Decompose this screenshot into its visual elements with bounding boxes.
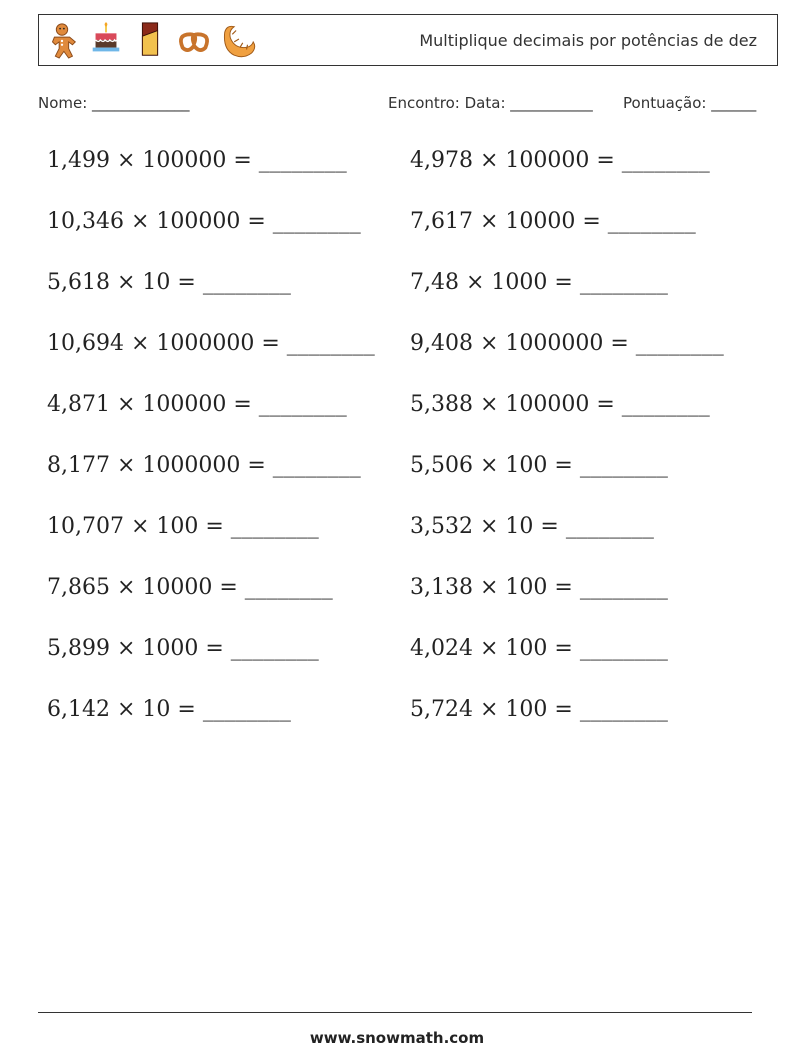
problem-right-2: 7,617 × 10000 = ________ bbox=[410, 209, 696, 234]
worksheet-header bbox=[38, 14, 778, 66]
problem-right-8: 3,138 × 100 = ________ bbox=[410, 575, 668, 600]
problem-left-9: 5,899 × 1000 = ________ bbox=[47, 636, 319, 661]
pretzel-icon bbox=[175, 21, 213, 59]
problem-left-3: 5,618 × 10 = ________ bbox=[47, 270, 291, 295]
name-field: Nome: _____________ bbox=[38, 94, 190, 112]
birthday-cake-icon bbox=[87, 21, 125, 59]
problem-right-7: 3,532 × 10 = ________ bbox=[410, 514, 654, 539]
problem-left-10: 6,142 × 10 = ________ bbox=[47, 697, 291, 722]
problem-right-9: 4,024 × 100 = ________ bbox=[410, 636, 668, 661]
footer-url: www.snowmath.com bbox=[309, 1029, 485, 1047]
problem-left-6: 8,177 × 1000000 = ________ bbox=[47, 453, 361, 478]
problem-left-8: 7,865 × 10000 = ________ bbox=[47, 575, 333, 600]
problem-right-4: 9,408 × 1000000 = ________ bbox=[410, 331, 724, 356]
problem-left-1: 1,499 × 100000 = ________ bbox=[47, 148, 347, 173]
problem-left-5: 4,871 × 100000 = ________ bbox=[47, 392, 347, 417]
problem-left-7: 10,707 × 100 = ________ bbox=[47, 514, 319, 539]
problem-left-4: 10,694 × 1000000 = ________ bbox=[47, 331, 375, 356]
header-icons bbox=[43, 21, 257, 59]
gingerbread-man-icon bbox=[43, 21, 81, 59]
problem-right-6: 5,506 × 100 = ________ bbox=[410, 453, 668, 478]
croissant-icon bbox=[219, 21, 257, 59]
problem-right-3: 7,48 × 1000 = ________ bbox=[410, 270, 668, 295]
problem-right-1: 4,978 × 100000 = ________ bbox=[410, 148, 710, 173]
worksheet-title: Multiplique decimais por potências de dez bbox=[419, 31, 757, 50]
problem-right-10: 5,724 × 100 = ________ bbox=[410, 697, 668, 722]
date-field: Encontro: Data: ___________ bbox=[388, 94, 593, 112]
score-field: Pontuação: ______ bbox=[623, 94, 757, 112]
problem-left-2: 10,346 × 100000 = ________ bbox=[47, 209, 361, 234]
footer-divider bbox=[38, 1012, 752, 1013]
problem-right-5: 5,388 × 100000 = ________ bbox=[410, 392, 710, 417]
chocolate-bar-icon bbox=[131, 21, 169, 59]
